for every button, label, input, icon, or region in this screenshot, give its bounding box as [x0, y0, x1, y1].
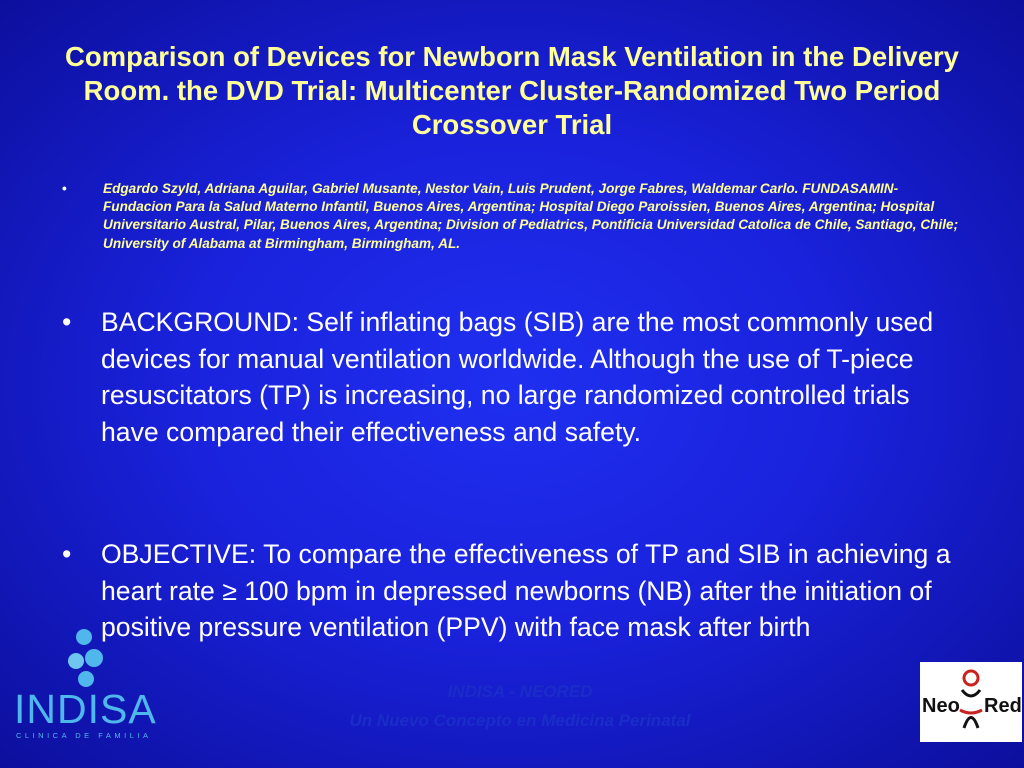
slide-title: Comparison of Devices for Newborn Mask Ventilation in the Delivery Room. the DVD Trial: Multicenter Cluster-Randomized Two Period Crossover Trial	[65, 41, 959, 140]
indisa-wordmark: INDISA	[14, 686, 157, 732]
authors-text: Edgardo Szyld, Adriana Aguilar, Gabriel Musante, Nestor Vain, Luis Prudent, Jorge Fabres, Waldemar Carlo. FUNDASAMIN-Fundacion Para la Salud Materno Infantil, Buenos Aires, Argentina; Hospital Diego Paroissien, Buenos Aires, Argentina; Hospital Universitario Austral, Pilar, Buenos Aires, Argentina; Division of Pediatrics, Pontificia Universidad Catolica de Chile, Santiago, Chile; University of Alabama at Birmingham, Birmingham, AL.	[103, 181, 959, 251]
neored-left-text: Neo	[922, 695, 960, 717]
neored-logo	[920, 662, 1022, 742]
background-bullet	[62, 304, 962, 450]
footer-line-1: INDISA - NEORED	[447, 682, 593, 701]
bullet-marker: •	[62, 181, 67, 196]
footer-line-2: Un Nuevo Concepto en Medicina Perinatal	[349, 711, 691, 730]
objective-bullet	[62, 536, 962, 646]
objective-text: OBJECTIVE: To compare the effectiveness of TP and SIB in achieving a heart rate ≥ 100 bpm in depressed newborns (NB) after the initiation of positive pressure ventilation (PPV) with face mask after birth	[101, 539, 951, 642]
indisa-tagline: CLINICA DE FAMILIA	[16, 731, 152, 740]
bullet-marker: •	[62, 539, 72, 569]
background-text: BACKGROUND: Self inflating bags (SIB) are the most commonly used devices for manual ventilation worldwide. Although the use of T-piece resuscitators (TP) is increasing, no large randomized controlled trials have compared their effectiveness and safety.	[101, 307, 934, 447]
authors-bullet	[62, 180, 962, 253]
neored-right-text: Red	[984, 695, 1022, 717]
neored-figure-icon	[960, 671, 982, 728]
bullet-marker: •	[62, 307, 72, 337]
